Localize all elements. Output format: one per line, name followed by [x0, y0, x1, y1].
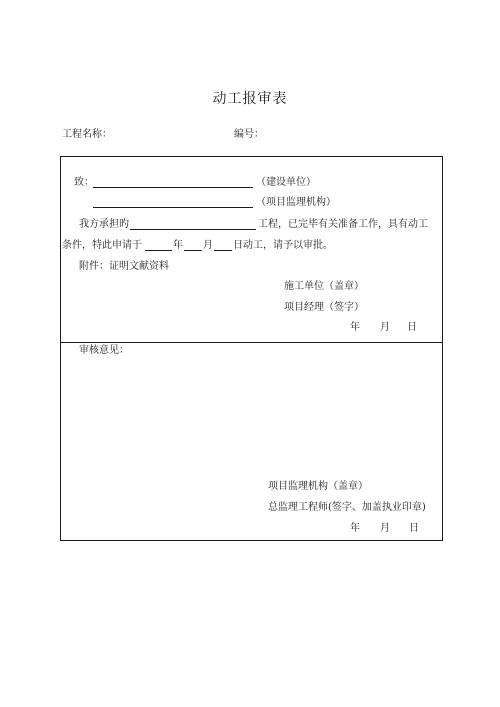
date-month: 月: [380, 322, 390, 333]
date-day: 日: [407, 322, 417, 333]
chief-sign-label: 总监理工程师(签字、加盖执业印章): [268, 502, 426, 513]
contractor-seal-label: 施工单位（盖章）: [284, 281, 364, 292]
page-title: 动工报审表: [212, 91, 288, 107]
supervisor-org-label: （项目监理机构）: [256, 197, 336, 208]
line1-suffix: 工程，已完毕有关准备工作，具有动工: [258, 219, 428, 230]
owner-unit-label: （建设单位）: [256, 177, 316, 188]
opinion-label: 审核意见：: [79, 345, 129, 356]
date-month-2: 月: [380, 523, 390, 534]
line1-prefix: 我方承担旳: [79, 219, 129, 230]
month-blank[interactable]: [184, 240, 202, 251]
month-label: 月: [203, 240, 213, 251]
date-day-2: 日: [409, 523, 419, 534]
project-blank[interactable]: [130, 219, 256, 230]
project-name-label: 工程名称：: [62, 129, 112, 140]
date-year: 年: [350, 322, 360, 333]
date-year-2: 年: [350, 523, 360, 534]
attachment-label: 附件：证明文献资料: [79, 261, 169, 272]
line2-prefix: 条件，特此申请于: [62, 240, 142, 251]
number-label: 编号：: [234, 129, 264, 140]
owner-unit-blank[interactable]: [93, 177, 253, 188]
pm-sign-label: 项目经理（签字）: [284, 302, 364, 313]
line2-suffix: 日动工，请予以审批。: [233, 240, 333, 251]
year-label: 年: [173, 240, 183, 251]
to-label: 致：: [74, 177, 94, 188]
supervisor-seal-label: 项目监理机构（盖章）: [268, 481, 368, 492]
supervisor-org-blank[interactable]: [93, 197, 253, 208]
year-blank[interactable]: [145, 240, 172, 251]
day-blank[interactable]: [214, 240, 232, 251]
